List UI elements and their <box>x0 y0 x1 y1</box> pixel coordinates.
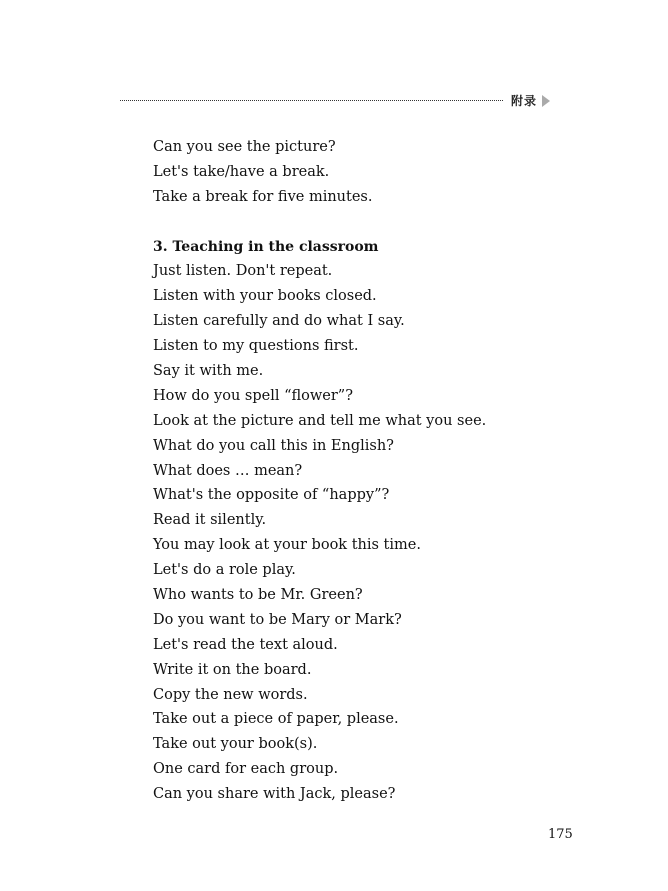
text-line: What does … mean? <box>153 462 303 479</box>
text-line: Listen carefully and do what I say. <box>153 313 405 330</box>
header-label: 附录 <box>511 94 538 108</box>
text-line: Take a break for five minutes. <box>153 188 373 205</box>
text-line: Can you see the picture? <box>153 139 336 155</box>
text-line: Do you want to be Mary or Mark? <box>153 611 402 628</box>
text-line: What's the opposite of “happy”? <box>153 487 390 504</box>
text-line: Look at the picture and tell me what you see. <box>153 412 487 429</box>
page-number: 175 <box>548 827 573 842</box>
text-line: Take out your book(s). <box>153 736 318 753</box>
triangle-arrow-icon <box>542 95 550 107</box>
text-line: Listen to my questions first. <box>153 338 359 355</box>
text-line: What do you call this in English? <box>153 437 394 454</box>
text-line: Copy the new words. <box>153 686 308 703</box>
text-line: Let's read the text aloud. <box>153 636 338 653</box>
text-line: Let's do a role play. <box>153 562 296 579</box>
text-line: Say it with me. <box>153 363 264 380</box>
text-line: Write it on the board. <box>153 661 312 678</box>
text-line: Read it silently. <box>153 512 267 529</box>
header-dotted-rule <box>120 100 503 101</box>
text-line: Listen with your books closed. <box>153 288 377 305</box>
text-line: How do you spell “flower”? <box>153 387 353 404</box>
text-line: Just listen. Don't repeat. <box>153 263 333 280</box>
text-line: Let's take/have a break. <box>153 163 330 180</box>
text-line: Who wants to be Mr. Green? <box>153 587 363 604</box>
paragraph-gap <box>153 210 573 235</box>
section-heading: 3. Teaching in the classroom <box>153 238 379 255</box>
page-content <box>153 135 573 807</box>
text-line: Can you share with Jack, please? <box>153 786 396 803</box>
text-line: You may look at your book this time. <box>153 537 421 554</box>
text-line: One card for each group. <box>153 761 339 778</box>
text-line: Take out a piece of paper, please. <box>153 711 399 728</box>
